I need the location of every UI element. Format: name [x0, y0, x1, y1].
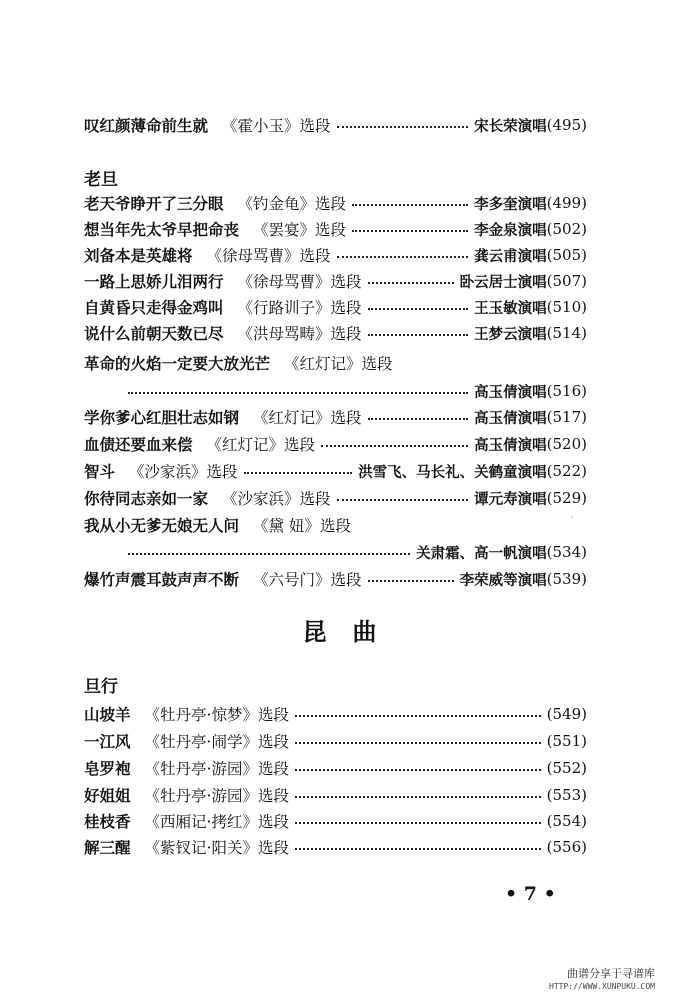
toc-entry: [84, 808, 587, 834]
entry-page: (554): [546, 812, 587, 830]
toc-entry: [84, 216, 587, 242]
leader-dots: [295, 742, 541, 744]
entry-title: 一江风: [84, 733, 131, 751]
entry-performer: 关肃霜、高一帆演唱: [416, 545, 547, 562]
entry-source: 《沙家浜》选段: [222, 490, 331, 508]
leader-dots: [352, 204, 468, 206]
toc-entry: [84, 512, 587, 538]
entry-page: (505): [546, 246, 587, 264]
leader-dots: [244, 472, 353, 474]
entry-performer: 卧云居士演唱: [459, 274, 547, 291]
entry-page: (517): [546, 408, 587, 426]
entry-performer: 谭元寿演唱: [474, 491, 547, 508]
toc-entry-continuation: [84, 378, 587, 404]
watermark-url: HTTP://WWW.XUNPUKU.COM: [549, 982, 655, 991]
entry-page: (495): [546, 116, 587, 134]
toc-entry: [84, 190, 587, 216]
entry-page: (507): [546, 272, 587, 290]
leader-dots: [368, 418, 469, 420]
entry-title: 皂罗袍: [84, 760, 131, 778]
toc-entry: [84, 485, 587, 511]
entry-performer: 李多奎演唱: [474, 196, 547, 213]
entry-title: 好姐姐: [84, 787, 131, 805]
leader-dots: [368, 580, 454, 582]
toc-entry: [84, 350, 587, 376]
entry-title: 叹红颜薄命前生就: [84, 117, 209, 135]
entry-page: (534): [546, 543, 587, 561]
entry-page: (514): [546, 324, 587, 342]
toc-entry: [84, 701, 587, 727]
page-number: • 7 •: [505, 883, 556, 905]
toc-entry: [84, 294, 587, 320]
entry-title: 说什么前朝天数已尽: [84, 325, 224, 343]
entry-title: 革命的火焰一定要大放光芒: [84, 355, 271, 373]
leader-dots: [295, 848, 541, 850]
entry-source: 《红灯记》选段: [253, 409, 362, 427]
entry-performer: 李荣威等演唱: [459, 572, 547, 589]
entry-page: (556): [546, 838, 587, 856]
toc-entry: [84, 112, 587, 138]
leader-dots: [337, 256, 469, 258]
entry-page: (529): [546, 489, 587, 507]
entry-performer: 王梦云演唱: [474, 326, 547, 343]
toc-entry: [84, 268, 587, 294]
leader-dots: [368, 308, 469, 310]
category-heading: 老旦: [84, 170, 118, 190]
leader-dots: [368, 282, 454, 284]
entry-title: 老天爷睁开了三分眼: [84, 195, 224, 213]
entry-source: 《红灯记》选段: [206, 436, 316, 454]
leader-dots: [295, 822, 541, 824]
entry-title: 自黄昏只走得金鸡叫: [84, 299, 224, 317]
toc-entry: [84, 755, 587, 781]
entry-source: 《行路训子》选段: [237, 299, 362, 317]
leader-dots: [368, 334, 469, 336]
entry-performer: 宋长荣演唱: [474, 118, 547, 135]
entry-page: (522): [546, 462, 587, 480]
entry-source: 《牡丹亭·惊梦》选段: [144, 706, 289, 724]
leader-dots: [337, 126, 469, 128]
entry-page: (539): [546, 570, 587, 588]
leader-dots: [337, 499, 469, 501]
entry-source: 《六号门》选段: [253, 571, 362, 589]
entry-title: 一路上思娇儿泪两行: [84, 273, 224, 291]
entry-performer: 李金泉演唱: [474, 222, 547, 239]
entry-performer: 洪雪飞、马长礼、关鹤童演唱: [358, 464, 547, 481]
toc-entry: [84, 242, 587, 268]
entry-page: (499): [546, 194, 587, 212]
entry-performer: 龚云甫演唱: [474, 248, 547, 265]
toc-entry: [84, 566, 587, 592]
entry-performer: 王玉敏演唱: [474, 300, 547, 317]
entry-title: 想当年先太爷早把命丧: [84, 221, 240, 239]
entry-source: 《沙家浜》选段: [129, 463, 238, 481]
entry-source: 《牡丹亭·游园》选段: [144, 760, 289, 778]
category-heading: 旦行: [84, 677, 118, 697]
entry-title: 爆竹声震耳鼓声声不断: [84, 571, 240, 589]
entry-page: (520): [546, 435, 587, 453]
leader-dots: [321, 445, 468, 447]
entry-performer: 高玉倩演唱: [474, 437, 547, 454]
toc-entry: [84, 431, 587, 457]
entry-page: (502): [546, 220, 587, 238]
entry-title: 你待同志亲如一家: [84, 490, 209, 508]
leader-dots: [352, 230, 468, 232]
entry-performer: 高玉倩演唱: [474, 384, 547, 401]
entry-title: 我从小无爹无娘无人问: [84, 517, 240, 535]
entry-page: (549): [546, 705, 587, 723]
section-title: 昆曲: [302, 617, 403, 646]
leader-dots: [128, 553, 410, 555]
entry-title: 刘备本是英雄将: [84, 247, 193, 265]
entry-title: 智斗: [84, 463, 116, 481]
entry-source: 《罢宴》选段: [253, 221, 347, 239]
entry-source: 《徐母骂曹》选段: [237, 273, 362, 291]
watermark-text: 曲谱分享于寻谱库: [567, 967, 655, 980]
entry-source: 《紫钗记·阳关》选段: [144, 839, 289, 857]
toc-entry: [84, 458, 587, 484]
entry-source: 《牡丹亭·闹学》选段: [144, 733, 289, 751]
toc-entry: [84, 404, 587, 430]
scan-mark: ˋ: [570, 516, 574, 525]
entry-page: (551): [546, 732, 587, 750]
entry-performer: 高玉倩演唱: [474, 410, 547, 427]
entry-title: 学你爹心红胆壮志如钢: [84, 409, 240, 427]
entry-title: 血债还要血来偿: [84, 436, 193, 454]
leader-dots: [295, 796, 541, 798]
toc-entry: [84, 320, 587, 346]
entry-title: 桂枝香: [84, 813, 131, 831]
toc-entry: [84, 834, 587, 860]
entry-title: 解三醒: [84, 839, 131, 857]
leader-dots: [295, 715, 541, 717]
entry-source: 《洪母骂畴》选段: [237, 325, 362, 343]
entry-source: 《霍小玉》选段: [222, 117, 331, 135]
entry-source: 《红灯记》选段: [284, 355, 393, 373]
entry-title: 山坡羊: [84, 706, 131, 724]
toc-entry: [84, 728, 587, 754]
toc-entry: [84, 782, 587, 808]
leader-dots: [128, 392, 468, 394]
entry-page: (516): [546, 382, 587, 400]
entry-source: 《黛 妞》选段: [253, 517, 351, 535]
toc-entry-continuation: [84, 539, 587, 565]
entry-page: (553): [546, 786, 587, 804]
leader-dots: [295, 769, 541, 771]
entry-source: 《西厢记·拷红》选段: [144, 813, 289, 831]
entry-page: (552): [546, 759, 587, 777]
entry-source: 《钓金龟》选段: [237, 195, 347, 213]
entry-source: 《牡丹亭·游园》选段: [144, 787, 289, 805]
entry-page: (510): [546, 298, 587, 316]
entry-source: 《徐母骂曹》选段: [206, 247, 331, 265]
